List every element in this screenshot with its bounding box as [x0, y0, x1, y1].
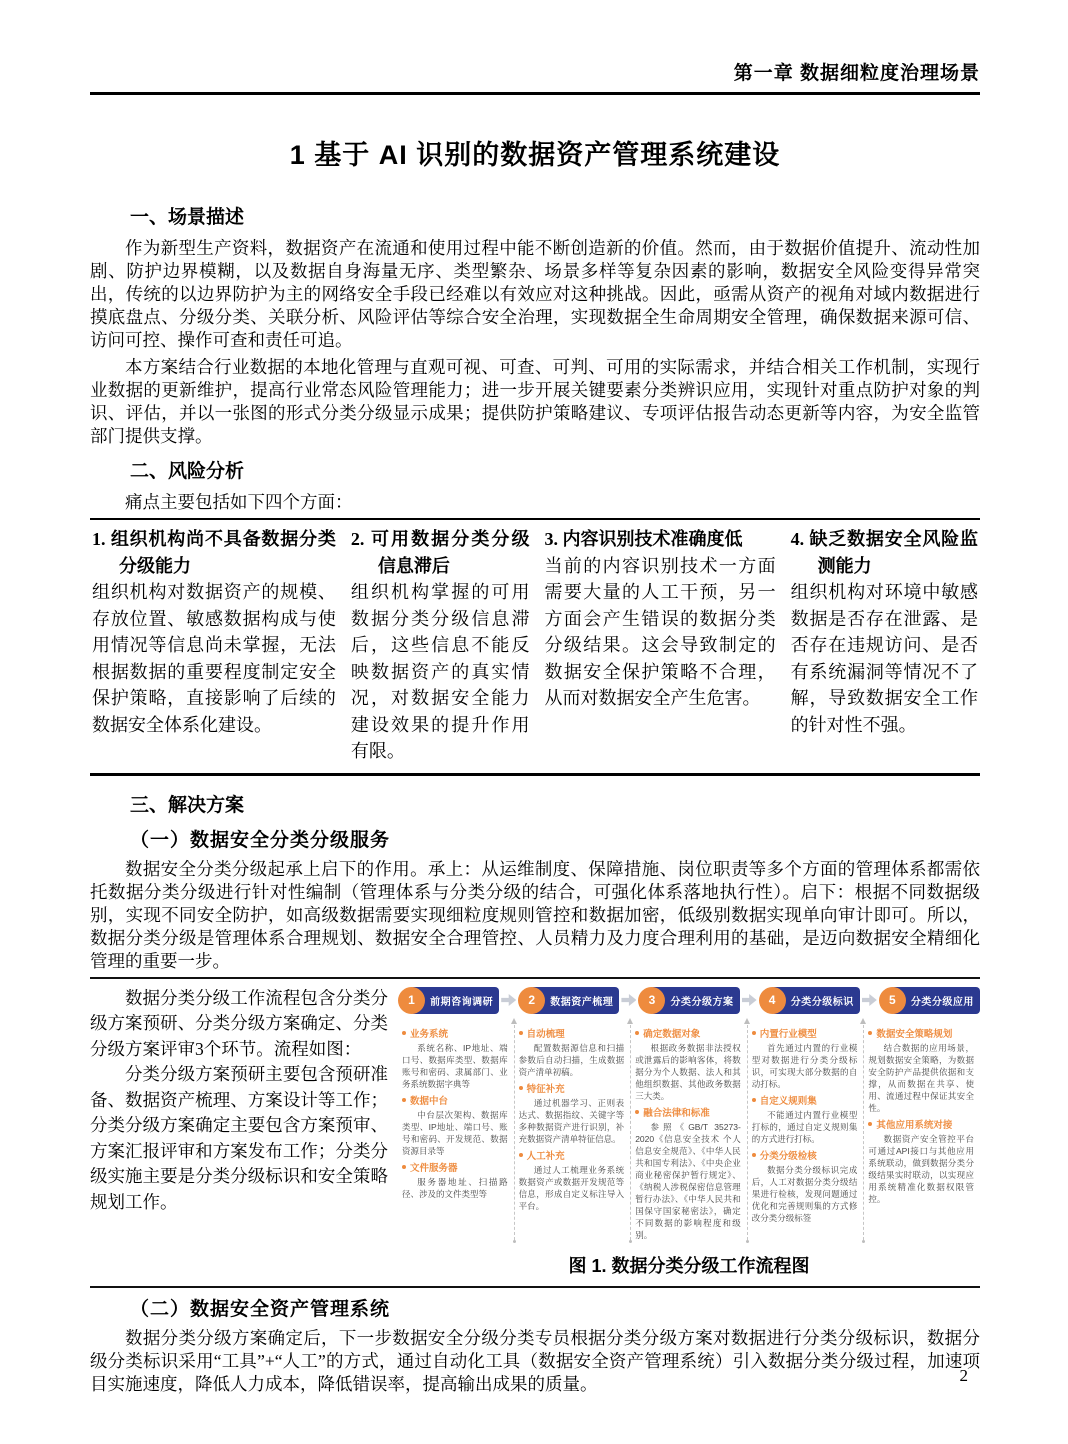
bullet-dot-icon	[752, 1098, 756, 1102]
detail-item-title-text: 数据安全策略规划	[876, 1028, 953, 1040]
detail-item-title-text: 分类分级检核	[759, 1150, 817, 1162]
detail-item-body: 服务器地址、扫描路径、涉及的文件类型等	[402, 1176, 508, 1199]
workflow-figure	[388, 984, 980, 1282]
detail-item-title-text: 自定义规则集	[759, 1095, 817, 1107]
section-heading-risk: 二、风险分析	[130, 461, 245, 482]
step-label: 数据资产梳理	[530, 987, 619, 1014]
detail-item	[752, 1093, 858, 1145]
scenario-paragraph-1: 作为新型生产资料，数据资产在流通和使用过程中能不断创造新的价值。然而，由于数据价值提升、流动性加剧、防护边界模糊，以及数据自身海量无序、类型繁杂、场景多样等复杂因素的影响，数据安全风险变得异常突出，传统的以边界防护为主的网络安全手段已经难以有效应对这种挑战。因此，亟需从资产的视角对域内数据进行摸底盘点、分级分类、关联分析、风险评估等综合安全治理，实现数据全生命周期安全管理，确保数据来源可信、访问可控、操作可查和责任可追。	[90, 238, 980, 350]
detail-item-title	[519, 1081, 625, 1095]
step-label: 分类分级标识	[771, 987, 860, 1014]
detail-column-5	[864, 1023, 980, 1244]
workflow-step-2	[518, 987, 619, 1014]
step-number-badge: 2	[518, 987, 545, 1014]
dashed-separator	[863, 1025, 864, 1240]
risk-body: 组织机构对环境中敏感数据是否存在泄露、是否存在违规访问、是否有系统漏洞等情况不了解，导致数据安全工作的针对性不强。	[790, 582, 978, 735]
detail-item-body: 结合数据的应用场景，规划数据安全策略，为数据安全防护产品提供依据和支撑，从而数据在共享、使用、流通过程中保证其安全性。	[868, 1042, 974, 1113]
detail-item	[635, 1105, 741, 1241]
workflow-description	[90, 984, 388, 1282]
step-label: 前期咨询调研	[410, 987, 499, 1014]
risk-column	[791, 526, 978, 765]
risk-body: 组织机构对数据资产的规模、存放位置、敏感数据构成与使用情况等信息尚未掌握，无法根据数据的重要程度制定安全保护策略，直接影响了后续的数据安全体系化建设。	[92, 582, 336, 735]
workflow-step-5	[879, 987, 980, 1014]
risk-title: 2. 可用数据分类分级信息滞后	[350, 529, 530, 576]
detail-item-title-text: 数据中台	[410, 1095, 449, 1107]
bullet-dot-icon	[752, 1031, 756, 1035]
detail-column-3	[631, 1023, 747, 1244]
detail-item-body: 参照《GB/T 35273-2020《信息安全技术 个人信息安全规范》、《中华人民共和国专利法》、《中央企业商业秘密保护暂行规定》、《纳税人涉税保密信息管理暂行办法》、《中华人民共和国保守国家秘密法》，确定不同数据的影响程度和级别。	[635, 1121, 741, 1240]
bullet-dot-icon	[402, 1031, 406, 1035]
step-number-badge: 5	[879, 987, 906, 1014]
detail-item-title	[752, 1093, 858, 1107]
scenario-paragraph-2: 本方案结合行业数据的本地化管理与直观可视、可查、可判、可用的实际需求，并结合相关工作机制，实现行业数据的更新维护，提高行业常态风险管理能力；进一步开展关键要素分类辨识应用，实现针对重点防护对象的判识、评估，并以一张图的形式分类分级显示成果；提供防护策略建议、专项评估报告动态更新等内容，为安全监管部门提供支撑。	[90, 357, 980, 446]
bullet-dot-icon	[519, 1153, 523, 1157]
detail-item	[402, 1093, 508, 1157]
detail-item-title-text: 自动梳理	[526, 1028, 565, 1040]
risk-table	[90, 518, 980, 776]
detail-item	[868, 1026, 974, 1114]
detail-item-title	[519, 1148, 625, 1162]
detail-item-title-text: 其他应用系统对接	[876, 1119, 953, 1131]
detail-item-title	[402, 1160, 508, 1174]
detail-item-title	[752, 1148, 858, 1162]
detail-item	[752, 1026, 858, 1090]
risk-body: 当前的内容识别技术一方面需要大量的人工干预，另一方面会产生错误的数据分类分级结果。这会导致制定的数据安全保护策略不合理，从而对数据安全产生危害。	[544, 555, 776, 708]
step-number-badge: 4	[759, 987, 786, 1014]
detail-item-title-text: 内置行业模型	[759, 1028, 817, 1040]
page-number: 2	[959, 1366, 968, 1385]
right-arrow-icon	[742, 994, 757, 1006]
bullet-dot-icon	[519, 1086, 523, 1090]
workflow-section	[90, 977, 980, 1288]
workflow-paragraph-1: 数据分类分级工作流程包含分类分级方案预研、分类分级方案确定、分类分级方案评审3个环节。流程如图：	[90, 987, 388, 1059]
step-number-badge: 1	[398, 987, 425, 1014]
detail-column-4	[748, 1023, 864, 1244]
detail-item-body: 通过人工梳理业务系统数据资产或数据开发规范等信息，形成自定义标注导入平台。	[518, 1164, 625, 1211]
detail-item	[402, 1160, 508, 1200]
bullet-dot-icon	[519, 1031, 523, 1035]
detail-item-title-text: 确定数据对象	[643, 1028, 701, 1040]
detail-item	[868, 1117, 974, 1205]
sub-heading-classification-service: （一）数据安全分类分级服务	[130, 829, 391, 851]
detail-item-title	[868, 1117, 974, 1131]
bullet-dot-icon	[752, 1153, 756, 1157]
dashed-separator	[514, 1025, 515, 1240]
detail-item	[635, 1026, 741, 1102]
workflow-step-4	[759, 987, 860, 1014]
right-arrow-icon	[501, 994, 516, 1006]
detail-item-title	[402, 1093, 508, 1107]
detail-item	[402, 1026, 508, 1090]
sub-heading-asset-system: （二）数据安全资产管理系统	[130, 1298, 391, 1320]
detail-item	[519, 1026, 625, 1078]
detail-item-title-text: 人工补充	[526, 1150, 565, 1162]
bullet-dot-icon	[402, 1098, 406, 1102]
detail-item-body: 数据分类分级标识完成后，人工对数据分类分级结果进行检核，发现问题通过优化和完善规则集的方式修改分类分级标签	[751, 1164, 858, 1223]
detail-item-body: 中台层次架构、数据库类型、IP地址、端口号、账号和密码、开发规范、数据资源目录等	[402, 1109, 508, 1156]
workflow-paragraph-2: 分类分级方案预研主要包含预研准备、数据资产梳理、方案设计等工作；分类分级方案确定主要包含方案预审、方案汇报评审和方案发布工作；分类分级实施主要是分类分级标识和安全策略规划工作。	[90, 1064, 388, 1212]
risk-body: 组织机构掌握的可用数据分类分级信息滞后，这些信息不能反映数据资产的真实情况，对数据安全能力建设效果的提升作用有限。	[350, 582, 530, 761]
solution-paragraph-2: 数据分类分级方案确定后，下一步数据安全分级分类专员根据分类分级方案对数据进行分类分级标识，数据分级分类标识采用“工具”+“人工”的方式，通过自动化工具（数据安全资产管理系统）引入数据分类分级过程，加速项目实施速度，降低人力成本，降低错误率，提高输出成果的质量。	[90, 1327, 980, 1394]
workflow-detail-columns	[398, 1023, 980, 1244]
section-heading-solution: 三、解决方案	[130, 794, 245, 816]
figure-caption: 图 1. 数据分类分级工作流程图	[568, 1255, 810, 1276]
solution-paragraph-1: 数据安全分类分级起承上启下的作用。承上：从运维制度、保障措施、岗位职责等多个方面的管理体系都需依托数据分类分级进行针对性编制（管理体系与分类分级的结合，可强化体系落地执行性）。启下：根据不同数据级别，实现不同安全防护，如高级数据需要实现细粒度规则管控和数据加密，低级别数据实现单向审计即可。所以，数据分类分级是管理体系合理规划、数据安全合理管控、人员精力及力度合理利用的基础，是迈向数据安全精细化管理的重要一步。	[90, 858, 980, 971]
bullet-dot-icon	[868, 1122, 872, 1126]
risk-title: 1. 组织机构尚不具备数据分类分级能力	[92, 529, 336, 576]
chapter-header: 第一章 数据细粒度治理场景	[733, 63, 980, 84]
detail-item-body: 首先通过内置的行业模型对数据进行分类分级标识，可实现大部分数据的自动打标。	[751, 1042, 858, 1089]
step-number-badge: 3	[638, 987, 665, 1014]
detail-item-body: 数据资产安全管控平台可通过API接口与其他应用系统联动，做到数据分类分级结果实时联动，以实现应用系统精准化数据权限管控。	[868, 1133, 974, 1204]
detail-item	[752, 1148, 858, 1224]
page-title: 1 基于 AI 识别的数据资产管理系统建设	[289, 140, 781, 170]
right-arrow-icon	[621, 994, 636, 1006]
step-label: 分类分级方案	[650, 987, 739, 1014]
detail-item-title	[519, 1026, 625, 1040]
dashed-separator	[630, 1025, 631, 1240]
dashed-separator	[747, 1025, 748, 1240]
risk-column	[544, 526, 775, 765]
detail-column-2	[515, 1023, 631, 1244]
detail-item-body: 系统名称、IP地址、端口号、数据库类型、数据库账号和密码、隶属部门、业务系统数据字典等	[402, 1042, 508, 1089]
detail-item-title	[402, 1026, 508, 1040]
detail-item-title	[752, 1026, 858, 1040]
risk-intro: 痛点主要包括如下四个方面：	[125, 492, 353, 512]
section-heading-scenario: 一、场景描述	[130, 207, 245, 228]
detail-item-title-text: 业务系统	[410, 1028, 449, 1040]
bullet-dot-icon	[635, 1031, 639, 1035]
detail-item-title	[635, 1105, 741, 1119]
detail-item-title	[635, 1026, 741, 1040]
workflow-steps-row	[398, 987, 980, 1014]
detail-item	[519, 1081, 625, 1145]
risk-title: 3. 内容识别技术准确度低	[544, 529, 743, 549]
bullet-dot-icon	[635, 1110, 639, 1114]
step-label: 分类分级应用	[891, 987, 980, 1014]
detail-item-body: 配置数据源信息和扫描参数后自动扫描，生成数据资产清单初稿。	[518, 1042, 625, 1077]
detail-item	[519, 1148, 625, 1212]
risk-column	[351, 526, 530, 765]
detail-item-body: 不能通过内置行业模型打标的，通过自定义规则集的方式进行打标。	[751, 1109, 858, 1144]
risk-column	[92, 526, 336, 765]
detail-item-title-text: 融合法律和标准	[643, 1107, 710, 1119]
detail-item-body: 根据政务数据非法授权或泄露后的影响客体，将数据分为个人数据、法人和其他组织数据、其他政务数据三大类。	[635, 1042, 741, 1101]
detail-item-title-text: 文件服务器	[410, 1162, 458, 1174]
detail-column-1	[398, 1023, 514, 1244]
detail-item-body: 通过机器学习、正则表达式、数据指纹、关键字等多种数据资产进行识别，补充数据资产清单特征信息。	[518, 1097, 625, 1144]
detail-item-title-text: 特征补充	[526, 1083, 565, 1095]
workflow-step-1	[398, 987, 499, 1014]
bullet-dot-icon	[868, 1031, 872, 1035]
header-rule	[90, 92, 980, 95]
detail-item-title	[868, 1026, 974, 1040]
workflow-step-3	[638, 987, 739, 1014]
bullet-dot-icon	[402, 1165, 406, 1169]
risk-title: 4. 缺乏数据安全风险监测能力	[790, 529, 978, 576]
right-arrow-icon	[862, 994, 877, 1006]
